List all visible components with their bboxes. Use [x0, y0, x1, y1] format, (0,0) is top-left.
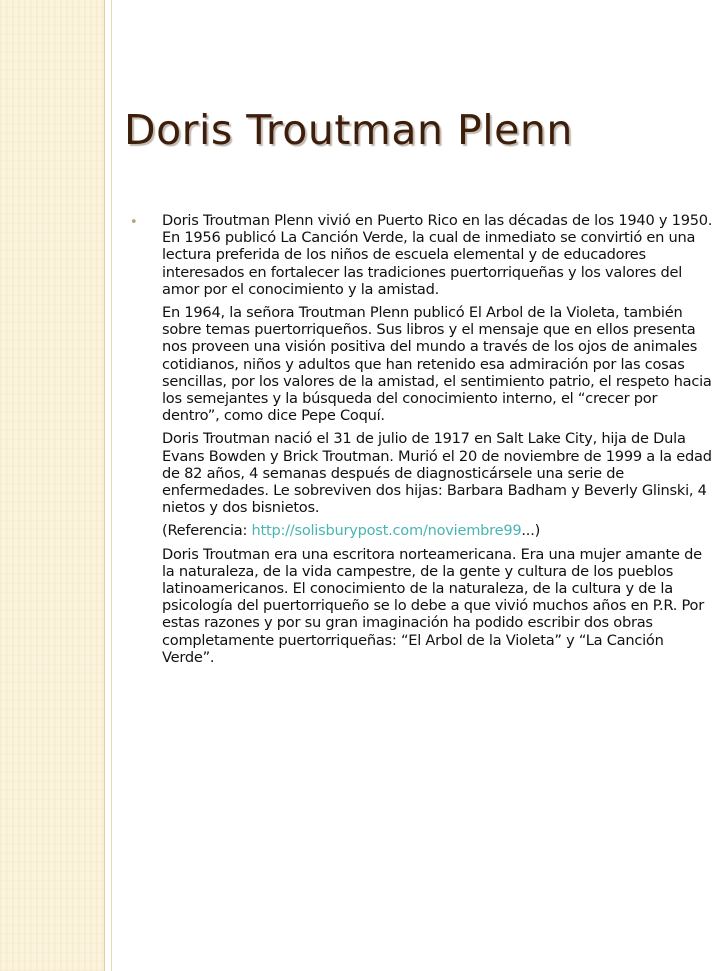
slide-title: Doris Troutman Plenn [124, 106, 573, 154]
paragraph-biography: Doris Troutman nació el 31 de julio de 1917 en Salt Lake City, hija de Dula Evans Bowden y Brick Troutman. Murió el 20 de noviembre de 1999 a la edad de 82 años, 4 semanas después de diagnosticársele una serie de enfermedades. Le sobreviven dos hijas: Barbara Badham y Beverly Glinski, 4 nietos y dos bisnietos. [162, 430, 712, 517]
paragraph-reference [162, 522, 715, 539]
paragraph-closing: Doris Troutman era una escritora norteamericana. Era una mujer amante de la naturaleza, de la vida campestre, de la gente y cultura de los pueblos latinoamericanos. El conocimiento de la naturaleza, de la cultura y de la psicología del puertorriqueño se lo debe a que vivió muchos años en P.R. Por estas razones y por su gran imaginación ha podido escribir dos obras completamente puertorriqueñas: “El Arbol de la Violeta” y “La Canción Verde”. [162, 545, 704, 666]
reference-prefix: (Referencia: [162, 522, 252, 540]
reference-link[interactable]: http://solisburypost.com/noviembre99 [251, 522, 522, 540]
paragraph-books: En 1964, la señora Troutman Plenn publicó El Arbol de la Violeta, también sobre temas puertorriqueños. Sus libros y el mensaje que en ellos presenta nos proveen una visión positiva del mundo a través de los ojos de animales cotidianos, niños y adultos que han retenido esa admiración por las cosas sencillas, por los valores de la amistad, el sentimiento patrio, el respeto hacia los semejantes y la búsqueda del conocimiento interno, el “crecer por dentro”, como dice Pepe Coquí. [162, 304, 712, 425]
decorative-side-strip [0, 0, 104, 971]
slide-body [130, 212, 715, 672]
bullet-icon: • [130, 215, 138, 230]
paragraph-intro: Doris Troutman Plenn vivió en Puerto Rico en las décadas de los 1940 y 1950. En 1956 publicó La Canción Verde, la cual de inmediato se convirtió en una lectura preferida de los niños de escuela elemental y de educadores interesados en fortalecer las tradiciones puertorriqueñas y los valores del amor por el conocimiento y la amistad. [162, 212, 713, 298]
reference-suffix: ...) [521, 522, 541, 540]
side-strip-divider [104, 0, 105, 971]
side-strip-divider-inner [111, 0, 112, 971]
